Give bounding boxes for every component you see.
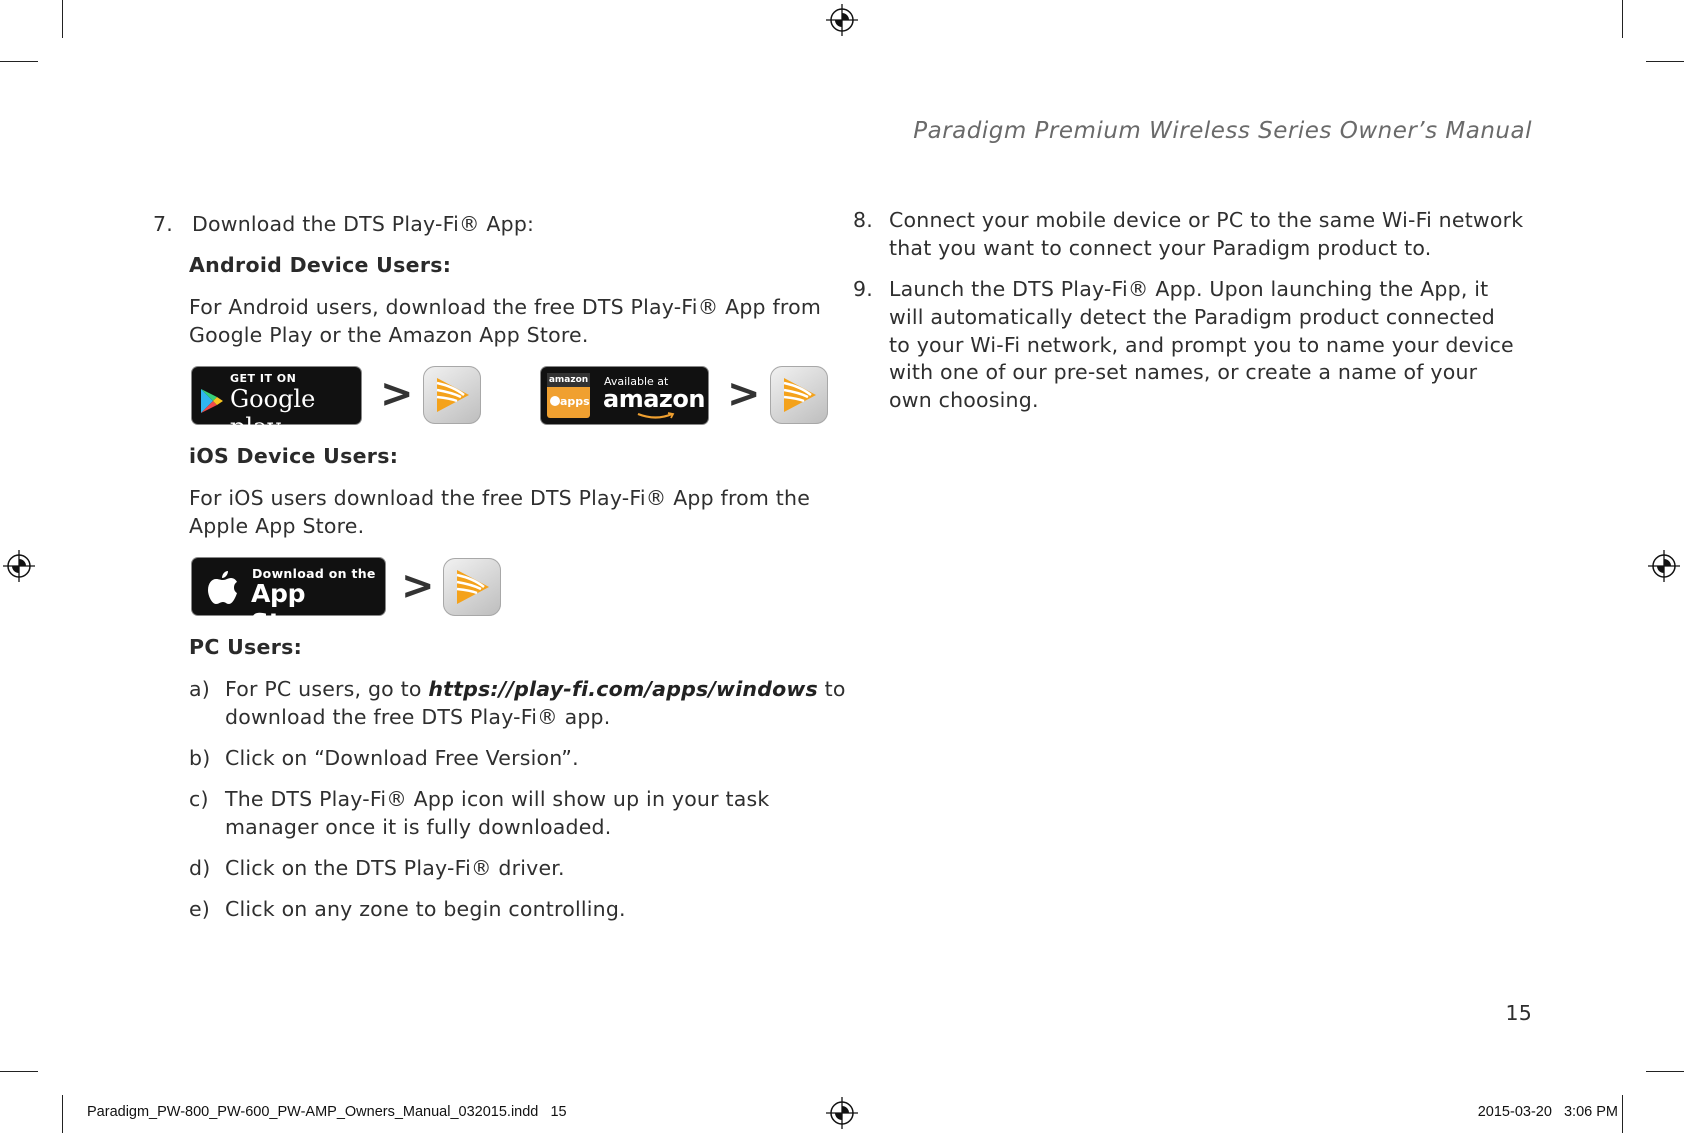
pc-item-d-line1: Click on the DTS Play-Fi® driver. [225,856,565,880]
google-play-logo-icon [199,387,225,415]
app-store-badge[interactable] [192,558,385,637]
pc-item-b-label: b) [189,746,211,770]
step-9-line3: to your Wi-Fi network, and prompt you to name your device [889,333,1514,357]
play-fi-app-icon-graphic [443,558,501,616]
pc-item-a-line2: download the free DTS Play-Fi® app. [225,705,611,729]
registration-mark-icon [1647,549,1681,583]
crop-mark-top-left-h [0,61,38,62]
amazon-apps-box [547,373,590,418]
registration-mark-icon [2,549,36,583]
step-9-line1: Launch the DTS Play-Fi® App. Upon launching the App, it [889,277,1489,301]
pc-item-c-line1: The DTS Play-Fi® App icon will show up in your task [225,787,770,811]
crop-mark-bottom-right-v [1622,1095,1623,1133]
step-7-number: 7. [153,212,173,236]
android-heading: Android Device Users: [189,253,452,277]
step-7-text: Download the DTS Play-Fi® App: [192,212,535,236]
crop-mark-bottom-left-v [62,1095,63,1133]
crop-mark-bottom-right-h [1646,1071,1684,1072]
pc-item-c-label: c) [189,787,209,811]
amazon-smile-icon [636,412,676,420]
ios-text-line2: Apple App Store. [189,514,365,538]
pc-item-a-post: to [817,677,846,701]
step-9-line4: with one of our pre-set names, or create a name of your [889,360,1478,384]
play-fi-app-icon-graphic [423,366,481,424]
amazon-apps-box-logo: amazon [548,375,589,385]
pc-item-d-label: d) [189,856,211,880]
play-fi-app-icon-graphic [770,366,828,424]
crop-mark-bottom-left-h [0,1071,38,1072]
arrow-google-to-app: > [380,371,414,417]
play-fi-app-icon[interactable] [770,366,828,424]
step-8-line2: that you want to connect your Paradigm product to. [889,236,1432,260]
amazon-apps-ball-icon [550,396,560,406]
step-9-line5: own choosing. [889,388,1039,412]
pc-item-a-pre: For PC users, go to [225,677,429,701]
pc-item-c-line2: manager once it is fully downloaded. [225,815,612,839]
play-fi-app-icon[interactable] [443,558,501,616]
pc-item-e-label: e) [189,897,211,921]
play-fi-app-icon[interactable] [423,366,481,424]
android-text-line1: For Android users, download the free DTS Play-Fi® App from [189,295,821,319]
step-9-number: 9. [853,277,873,301]
app-store-badge-main: App Store [251,579,326,637]
apple-logo-icon [208,569,238,605]
crop-mark-top-left-v [62,0,63,38]
arrow-amazon-to-app: > [727,371,761,417]
ios-heading: iOS Device Users: [189,444,399,468]
google-play-badge[interactable] [192,367,361,441]
pc-item-b-line1: Click on “Download Free Version”. [225,746,579,770]
running-header: Paradigm Premium Wireless Series Owner’s Manual [913,118,1532,144]
amazon-appstore-badge[interactable] [541,367,708,424]
amazon-badge-top: Available at [604,375,669,388]
page-number: 15 [1505,1001,1532,1025]
pc-item-a-line1 [225,675,846,703]
android-text-line2: Google Play or the Amazon App Store. [189,323,589,347]
step-8-number: 8. [853,208,873,232]
crop-mark-top-right-v [1622,0,1623,38]
step-8-line1: Connect your mobile device or PC to the same Wi-Fi network [889,208,1524,232]
google-play-badge-top: GET IT ON [230,372,297,385]
slug-filename: Paradigm_PW-800_PW-600_PW-AMP_Owners_Manual_032015.indd 15 [87,1104,567,1120]
play-fi-windows-link[interactable]: https://play-fi.com/apps/windows [428,677,818,701]
pc-heading: PC Users: [189,635,303,659]
amazon-badge-main: amazon [603,385,705,413]
pc-item-e-line1: Click on any zone to begin controlling. [225,897,626,921]
slug-date: 2015-03-20 3:06 PM [1477,1104,1618,1120]
registration-mark-icon [825,3,859,37]
registration-mark-icon [825,1096,859,1130]
crop-mark-top-right-h [1646,61,1684,62]
google-play-badge-main: Google play [230,385,316,441]
step-9-line2: will automatically detect the Paradigm product connected [889,305,1496,329]
arrow-appstore-to-app: > [401,563,435,609]
app-store-badge-top: Download on the [252,566,376,581]
pc-item-a-label: a) [189,677,210,701]
amazon-apps-label: apps [560,395,590,408]
ios-text-line1: For iOS users download the free DTS Play-Fi® App from the [189,486,811,510]
